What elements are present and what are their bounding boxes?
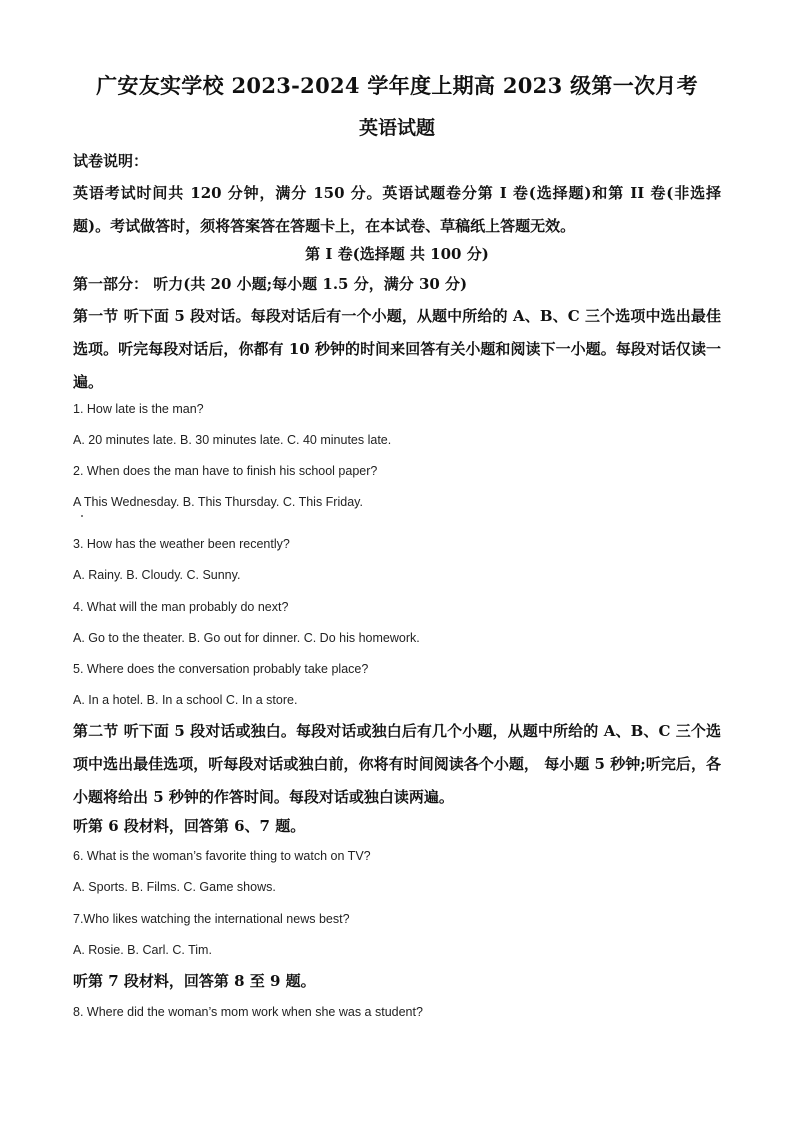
question-1: 1. How late is the man?	[73, 402, 204, 416]
exam-subtitle: 英语试题	[358, 117, 435, 139]
question-2: 2. When does the man have to finish his school paper?	[73, 464, 378, 478]
stray-dot	[81, 515, 83, 517]
question-2-options: A This Wednesday. B. This Thursday. C. This Friday.	[73, 495, 363, 509]
question-8: 8. Where did the woman’s mom work when she was a student?	[73, 1005, 423, 1019]
question-7: 7.Who likes watching the international news best?	[73, 912, 350, 926]
question-7-options: A. Rosie. B. Carl. C. Tim.	[73, 943, 212, 957]
material-7-title: 听第 7 段材料，回答第 8 至 9 题。	[73, 972, 316, 990]
question-3-options: A. Rainy. B. Cloudy. C. Sunny.	[73, 568, 241, 582]
question-6: 6. What is the woman’s favorite thing to watch on TV?	[73, 849, 371, 863]
intro-text: 英语考试时间共 120 分钟，满分 150 分。英语试题卷分第 I 卷(选择题)和第 II 卷(非选择题)。考试做答时，须将答案答在答题卡上，在本试卷、草稿纸上答题无效。	[73, 184, 721, 235]
volume-title: 第 I 卷(选择题 共 100 分)	[305, 245, 489, 263]
exam-title: 广安友实学校 2023-2024 学年度上期高 2023 级第一次月考	[96, 73, 698, 98]
question-5-options: A. In a hotel. B. In a school C. In a store.	[73, 693, 298, 707]
section1-instructions: 第一节 听下面 5 段对话。每段对话后有一个小题，从题中所给的 A、B、C 三个选项中选出最佳选项。听完每段对话后，你都有 10 秒钟的时间来回答有关小题和阅读下一小题。每段对话仅读一遍。	[73, 307, 721, 391]
intro-label: 试卷说明：	[73, 152, 149, 170]
part-title: 第一部分： 听力(共 20 小题;每小题 1.5 分，满分 30 分)	[73, 275, 468, 293]
material-6-title: 听第 6 段材料，回答第 6、7 题。	[73, 817, 306, 835]
question-3: 3. How has the weather been recently?	[73, 537, 290, 551]
question-4: 4. What will the man probably do next?	[73, 600, 289, 614]
question-5: 5. Where does the conversation probably take place?	[73, 662, 369, 676]
question-6-options: A. Sports. B. Films. C. Game shows.	[73, 880, 276, 894]
question-1-options: A. 20 minutes late. B. 30 minutes late. C. 40 minutes late.	[73, 433, 392, 447]
question-4-options: A. Go to the theater. B. Go out for dinner. C. Do his homework.	[73, 631, 420, 645]
section2-instructions: 第二节 听下面 5 段对话或独白。每段对话或独白后有几个小题，从题中所给的 A、B、C 三个选项中选出最佳选项，听每段对话或独白前，你将有时间阅读各个小题， 每小题 5 秒钟;听完后，各小题将给出 5 秒钟的作答时间。每段对话或独白读两遍。	[73, 722, 721, 806]
